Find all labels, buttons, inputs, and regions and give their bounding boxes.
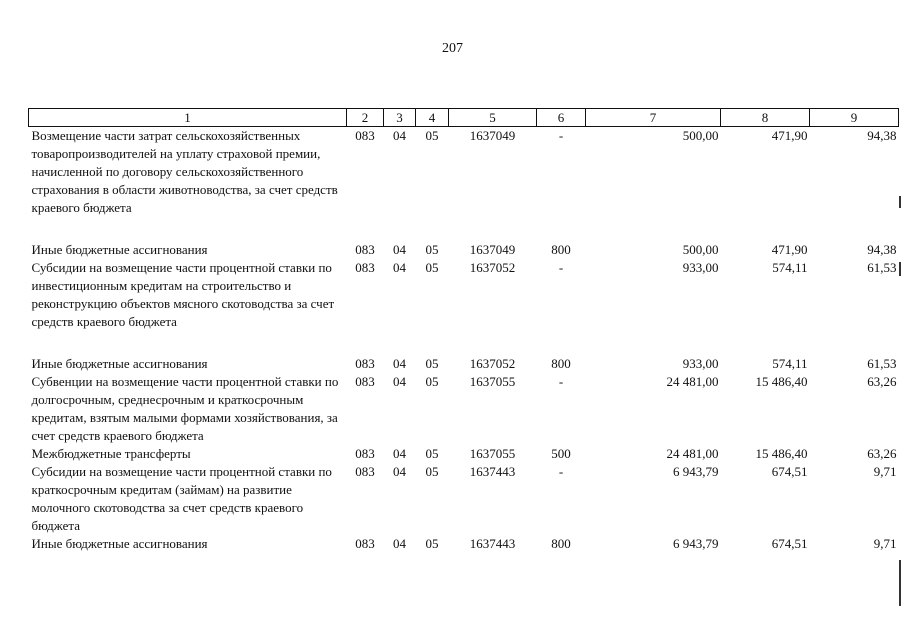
row-col-3: 04: [393, 464, 406, 479]
row-col-5: 1637049: [469, 242, 516, 257]
table-row: [29, 445, 899, 463]
row-col-3: 04: [393, 242, 406, 257]
row-description: Субсидии на возмещение части процентной ставки по краткосрочным кредитам (займам) на развитие молочного скотоводства за счет средств краевого бюджета: [31, 464, 332, 533]
row-col-4: 05: [425, 242, 439, 257]
row-col-9: 94,38: [867, 242, 897, 257]
row-col-3: 04: [393, 446, 406, 461]
row-col-5: 1637055: [469, 374, 516, 389]
row-col-9: 9,71: [873, 536, 897, 551]
row-col-5: 1637049: [469, 128, 516, 143]
row-col-6: -: [558, 128, 564, 143]
row-col-6: -: [558, 464, 564, 479]
row-col-3: 04: [393, 356, 406, 371]
row-description: Возмещение части затрат сельскохозяйственных товаропроизводителей на уплату страховой премии, начисленной по договору сельскохозяйственного страхования в области животноводства, за счет средств краевого бюджета: [31, 128, 338, 215]
table-row: [29, 463, 899, 535]
row-col-7: 933,00: [682, 356, 719, 371]
row-col-7: 500,00: [682, 242, 719, 257]
row-col-9: 94,38: [867, 128, 897, 143]
row-col-6: 800: [551, 242, 571, 257]
row-col-5: 1637443: [469, 536, 516, 551]
row-col-9: 9,71: [873, 464, 897, 479]
row-col-5: 1637052: [469, 260, 516, 275]
row-description: Субсидии на возмещение части процентной ставки по инвестиционным кредитам на строительство и реконструкцию объектов мясного скотоводства за счет средств краевого бюджета: [31, 260, 335, 329]
row-description: Межбюджетные трансферты: [31, 446, 191, 461]
header-col-8: 8: [721, 109, 810, 127]
row-col-5: 1637052: [469, 356, 516, 371]
row-col-2: 083: [355, 128, 375, 143]
header-col-7: 7: [586, 109, 721, 127]
scan-edge-mark: [899, 262, 901, 276]
row-col-8: 15 486,40: [755, 446, 808, 461]
header-col-1: 1: [29, 109, 347, 127]
row-col-6: -: [558, 260, 564, 275]
row-col-8: 471,90: [771, 128, 808, 143]
row-col-7: 6 943,79: [673, 536, 719, 551]
row-col-7: 6 943,79: [673, 464, 719, 479]
table-row: [29, 355, 899, 373]
row-col-3: 04: [393, 128, 406, 143]
row-col-5: 1637443: [469, 464, 516, 479]
row-col-8: 674,51: [771, 536, 808, 551]
row-col-9: 63,26: [867, 374, 897, 389]
row-col-9: 61,53: [867, 356, 897, 371]
table-header-row: [29, 109, 899, 127]
row-col-4: 05: [425, 374, 439, 389]
row-description: Иные бюджетные ассигнования: [31, 242, 208, 257]
row-col-7: 933,00: [682, 260, 719, 275]
row-col-4: 05: [425, 446, 439, 461]
row-col-2: 083: [355, 260, 375, 275]
row-spacer: [29, 217, 899, 241]
table-row: [29, 373, 899, 445]
row-col-5: 1637055: [469, 446, 516, 461]
row-col-8: 471,90: [771, 242, 808, 257]
row-col-8: 574,11: [772, 260, 808, 275]
row-col-2: 083: [355, 242, 375, 257]
row-col-3: 04: [393, 374, 406, 389]
row-col-6: -: [558, 374, 564, 389]
page-number: 207: [442, 41, 463, 56]
table-row: [29, 127, 899, 218]
row-col-2: 083: [355, 464, 375, 479]
row-col-4: 05: [425, 260, 439, 275]
row-description: Субвенции на возмещение части процентной ставки по долгосрочным, среднесрочным и краткосрочным кредитам, взятым малыми формами хозяйствования, за счет средств краевого бюджета: [31, 374, 339, 443]
row-col-3: 04: [393, 260, 406, 275]
row-col-4: 05: [425, 536, 439, 551]
row-col-9: 63,26: [867, 446, 897, 461]
scan-edge-mark: [899, 196, 901, 208]
row-col-6: 800: [551, 356, 571, 371]
budget-table: [28, 108, 899, 553]
row-col-8: 674,51: [771, 464, 808, 479]
row-col-7: 500,00: [682, 128, 719, 143]
row-col-9: 61,53: [867, 260, 897, 275]
row-col-2: 083: [355, 536, 375, 551]
row-col-8: 574,11: [772, 356, 808, 371]
row-col-6: 800: [551, 536, 571, 551]
header-col-3: 3: [384, 109, 416, 127]
row-col-7: 24 481,00: [666, 374, 719, 389]
header-col-9: 9: [810, 109, 899, 127]
row-description: Иные бюджетные ассигнования: [31, 356, 208, 371]
row-col-3: 04: [393, 536, 406, 551]
row-col-8: 15 486,40: [755, 374, 808, 389]
row-description: Иные бюджетные ассигнования: [31, 536, 208, 551]
row-col-4: 05: [425, 464, 439, 479]
row-col-6: 500: [551, 446, 571, 461]
row-col-4: 05: [425, 356, 439, 371]
header-col-6: 6: [537, 109, 586, 127]
row-col-4: 05: [425, 128, 439, 143]
row-col-2: 083: [355, 356, 375, 371]
table-row: [29, 259, 899, 331]
table-row: [29, 535, 899, 553]
table-row: [29, 241, 899, 259]
scan-edge-mark: [899, 560, 901, 606]
header-col-4: 4: [416, 109, 449, 127]
row-col-2: 083: [355, 446, 375, 461]
row-col-2: 083: [355, 374, 375, 389]
row-spacer: [29, 331, 899, 355]
header-col-2: 2: [347, 109, 384, 127]
row-col-7: 24 481,00: [666, 446, 719, 461]
header-col-5: 5: [449, 109, 537, 127]
